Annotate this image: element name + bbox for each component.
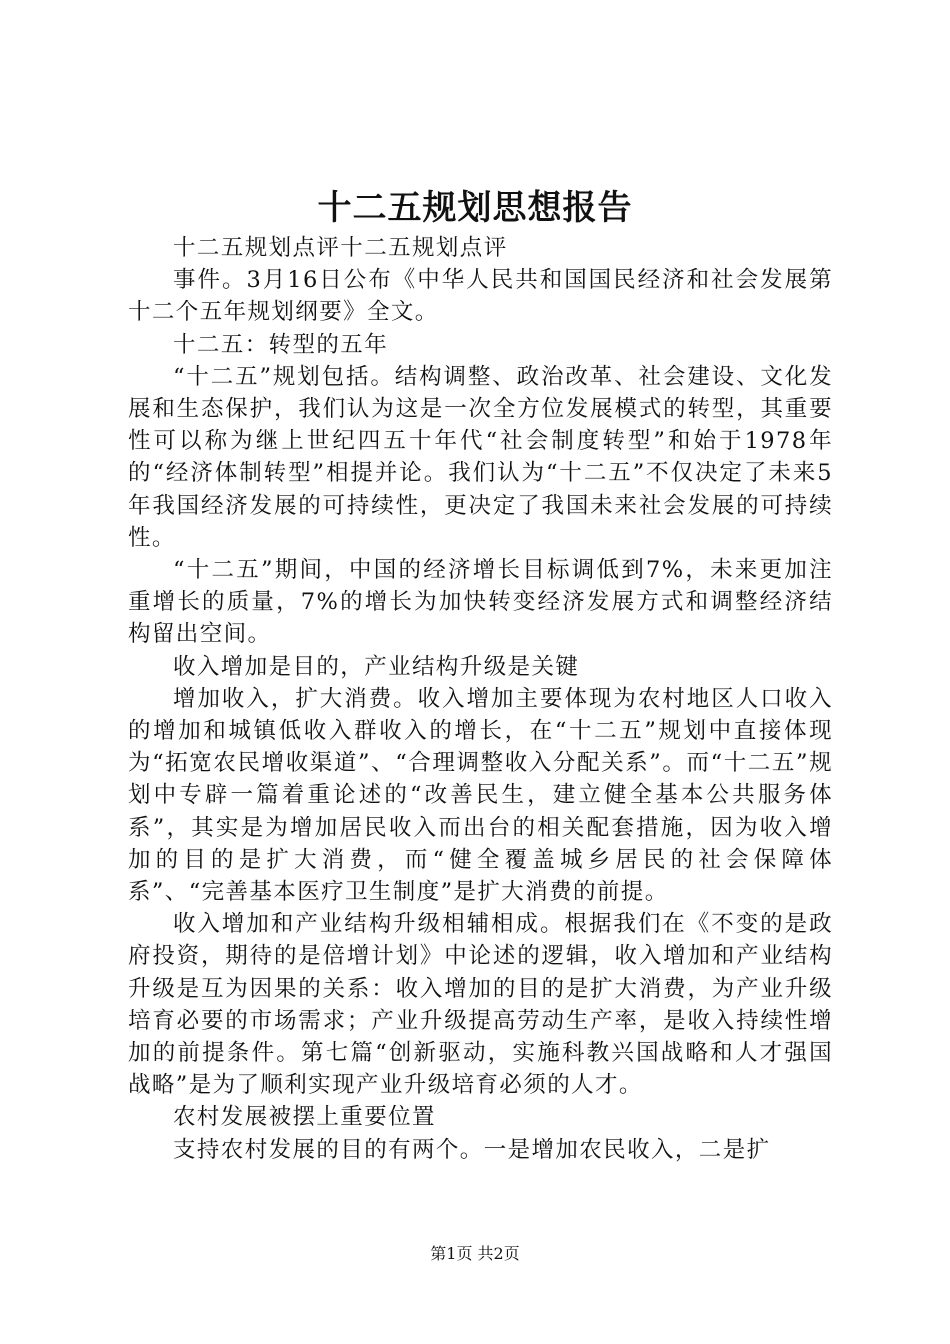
page-indicator: 第1页 共2页	[430, 1244, 520, 1263]
paragraph: 支持农村发展的目的有两个。一是增加农民收入，二是扩	[173, 1136, 771, 1163]
page-footer	[0, 1242, 950, 1266]
document-title: 十二五规划思想报告	[317, 188, 633, 228]
section-heading: 收入增加是目的，产业结构升级是关键	[173, 653, 580, 680]
section-heading: 农村发展被摆上重要位置	[173, 1104, 436, 1131]
paragraph: 事件。3月16日公布《中华人民共和国国民经济和社会发展第十二个五年规划纲要》全文。	[128, 267, 833, 326]
paragraph: 十二五规划点评十二五规划点评	[173, 235, 508, 261]
paragraph: 增加收入，扩大消费。收入增加主要体现为农村地区人口收入的增加和城镇低收入群收入的增长，在“十二五”规划中直接体现为“拓宽农民增收渠道”、“合理调整收入分配关系”。而“十二五”规划中专辟一篇着重论述的“改善民生，建立健全基本公共服务体系”，其实是为增加居民收入而出台的相关配套措施，因为收入增加的目的是扩大消费，而“健全覆盖城乡居民的社会保障体系”、“完善基本医疗卫生制度”是扩大消费的前提。	[128, 685, 833, 906]
paragraph: “十二五”规划包括。结构调整、政治改革、社会建设、文化发展和生态保护，我们认为这是一次全方位发展模式的转型，其重要性可以称为继上世纪四五十年代“社会制度转型”和始于1978年的“经济体制转型”相提并论。我们认为“十二五”不仅决定了未来5年我国经济发展的可持续性，更决定了我国未来社会发展的可持续性。	[128, 363, 833, 551]
paragraph: 收入增加和产业结构升级相辅相成。根据我们在《不变的是政府投资，期待的是倍增计划》中论述的逻辑，收入增加和产业结构升级是互为因果的关系：收入增加的目的是扩大消费，为产业升级培育必要的市场需求；产业升级提高劳动生产率，是收入持续性增加的前提条件。第七篇“创新驱动，实施科教兴国战略和人才强国战略”是为了顺利实现产业升级培育必须的人才。	[128, 911, 833, 1099]
document-body	[128, 232, 833, 1166]
paragraph: “十二五”期间，中国的经济增长目标调低到7%，未来更加注重增长的质量，7%的增长为加快转变经济发展方式和调整经济结构留出空间。	[128, 557, 833, 648]
section-heading: 十二五：转型的五年	[173, 331, 389, 358]
